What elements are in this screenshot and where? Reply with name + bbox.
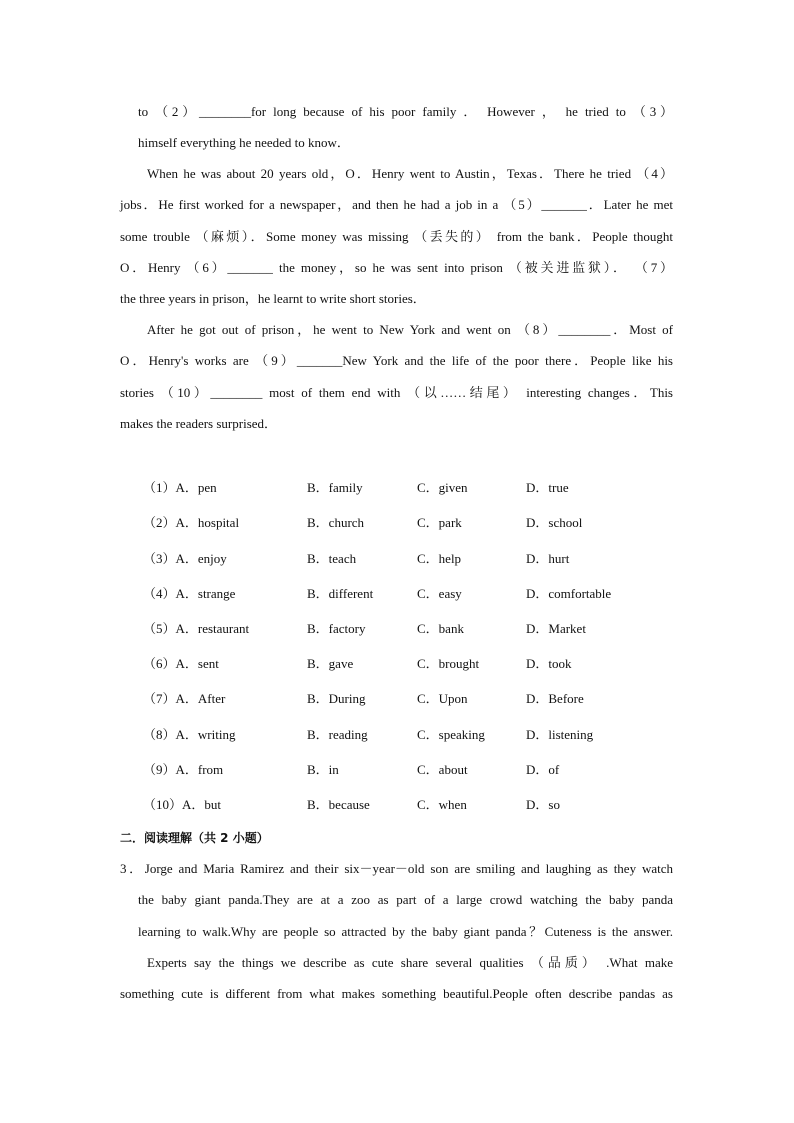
option-a[interactable]: （10）A．but: [143, 797, 222, 812]
passage-line: stories （10）________ most of them end with （以……结尾） interesting changes．This: [120, 385, 673, 400]
passage-line: to （2）________for long because of his poor family ． However ， he tried to （3）: [138, 104, 673, 119]
option-c[interactable]: C．easy: [417, 586, 462, 601]
option-a[interactable]: （4）A．strange: [143, 586, 236, 601]
question-line: something cute is different from what makes something beautiful.People often describe pandas as: [120, 986, 673, 1001]
option-d[interactable]: D．so: [526, 797, 560, 812]
option-row: [0, 655, 794, 673]
passage-line: O．Henry （6）_______ the money，so he was sent into prison （被关进监狱）． （7）: [120, 260, 673, 275]
option-d[interactable]: D．of: [526, 762, 560, 777]
option-d[interactable]: D．comfortable: [526, 586, 612, 601]
option-d[interactable]: D．school: [526, 515, 583, 530]
option-row: [0, 761, 794, 779]
option-row: [0, 585, 794, 603]
section-heading: 二．阅读理解（共 2 小题）: [120, 831, 269, 845]
question-line: 3．Jorge and Maria Ramirez and their six－year－old son are smiling and laughing as they watch: [120, 861, 673, 876]
option-a[interactable]: （9）A．from: [143, 762, 224, 777]
option-a[interactable]: （5）A．restaurant: [143, 621, 250, 636]
option-c[interactable]: C．help: [417, 551, 462, 566]
option-c[interactable]: C．about: [417, 762, 468, 777]
option-c[interactable]: C．park: [417, 515, 462, 530]
passage-line: O．Henry's works are （9）_______New York and the life of the poor there．People like his: [120, 353, 673, 368]
passage-line: makes the readers surprised．: [120, 416, 278, 431]
option-c[interactable]: C．when: [417, 797, 467, 812]
option-b[interactable]: B．During: [307, 691, 366, 706]
passage-line: himself everything he needed to know．: [138, 135, 350, 150]
passage-line: jobs．He first worked for a newspaper，and then he had a job in a （5）_______．Later he met: [120, 197, 673, 212]
option-a[interactable]: （7）A．After: [143, 691, 226, 706]
option-row: [0, 726, 794, 744]
option-a[interactable]: （6）A．sent: [143, 656, 219, 671]
option-a[interactable]: （3）A．enjoy: [143, 551, 227, 566]
option-row: [0, 514, 794, 532]
option-b[interactable]: B．reading: [307, 727, 368, 742]
option-row: [0, 479, 794, 497]
option-c[interactable]: C．given: [417, 480, 468, 495]
option-b[interactable]: B．factory: [307, 621, 366, 636]
option-c[interactable]: C．Upon: [417, 691, 468, 706]
question-line: the baby giant panda.They are at a zoo as part of a large crowd watching the baby panda: [138, 892, 673, 907]
option-b[interactable]: B．gave: [307, 656, 354, 671]
option-row: [0, 796, 794, 814]
passage-line: the three years in prison，he learnt to write short stories．: [120, 291, 426, 306]
option-d[interactable]: D．Before: [526, 691, 584, 706]
option-row: [0, 690, 794, 708]
option-b[interactable]: B．different: [307, 586, 374, 601]
option-d[interactable]: D．hurt: [526, 551, 570, 566]
option-c[interactable]: C．speaking: [417, 727, 485, 742]
option-b[interactable]: B．in: [307, 762, 339, 777]
option-row: [0, 620, 794, 638]
option-d[interactable]: D．took: [526, 656, 572, 671]
option-a[interactable]: （1）A．pen: [143, 480, 217, 495]
question-line: Experts say the things we describe as cute share several qualities （品质） .What make: [147, 955, 673, 970]
question-line: learning to walk.Why are people so attracted by the baby giant panda？Cuteness is the answer.: [138, 924, 673, 939]
passage-line: After he got out of prison，he went to New York and went on （8）________．Most of: [147, 322, 673, 337]
option-d[interactable]: D．Market: [526, 621, 586, 636]
option-d[interactable]: D．true: [526, 480, 569, 495]
option-b[interactable]: B．because: [307, 797, 370, 812]
passage-line: When he was about 20 years old，O．Henry went to Austin，Texas．There he tried （4）: [147, 166, 673, 181]
option-b[interactable]: B．teach: [307, 551, 357, 566]
option-d[interactable]: D．listening: [526, 727, 594, 742]
option-b[interactable]: B．church: [307, 515, 365, 530]
option-a[interactable]: （2）A．hospital: [143, 515, 240, 530]
option-c[interactable]: C．brought: [417, 656, 480, 671]
option-b[interactable]: B．family: [307, 480, 363, 495]
option-row: [0, 550, 794, 568]
passage-line: some trouble （麻烦）．Some money was missing （丢失的） from the bank．People thought: [120, 229, 673, 244]
option-c[interactable]: C．bank: [417, 621, 464, 636]
option-a[interactable]: （8）A．writing: [143, 727, 236, 742]
